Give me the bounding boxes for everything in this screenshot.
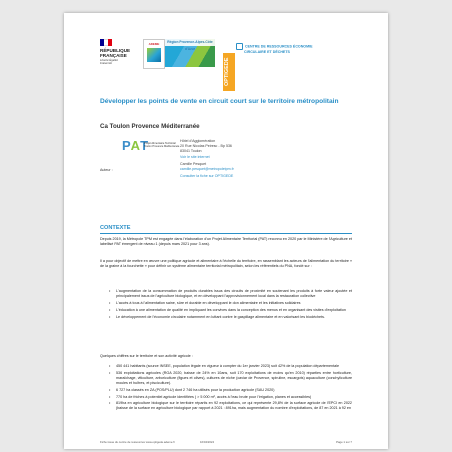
- context-paragraph-2: Il a pour objectif de mettre en œuvre une politique agricole et alimentaire à l'échelle du territoire, en rassemblant les acteurs de l'alimentation du territoire « de la graine à la fourchette » pour définir un système alimentaire territorial métropolitain, selon les référentiels du PNA, fondé sur :: [100, 259, 352, 268]
- ademe-label: ADEME: [148, 42, 160, 46]
- address-line: 20 Rue Nicolas Peiresc - Bp 536: [180, 144, 232, 149]
- devise-label: Liberté Égalité Fraternité: [100, 58, 118, 65]
- republique-francaise-logo: [100, 39, 130, 65]
- pat-logo-mark: PAT: [122, 138, 149, 153]
- list-item: • 6 727 ha classés en ZA (POS/PLU) dont 2 746 ha utilisés pour la production agricole (SAU 2020): [116, 388, 352, 393]
- footer-date: 16/04/2024: [200, 440, 214, 444]
- list-item: • 819ha en agriculture biologique sur le territoire répartis en 92 exploitations, ce qui représente 29,8% de la surface agricole de l'EPCI en 2022 (baisse de la surface en agriculture biologique par rapport à 2021 : 891ha, mais augmentation du nombre d'exploitations, de 87 en 2021 à 92 en: [116, 401, 352, 411]
- page-title: Développer les points de vente en circuit court sur le territoire métropolitain: [100, 98, 339, 105]
- list-item: • 450 441 habitants (source INSEE, population légale en vigueur à compter du 1er janvier 2023) soit 42% de la population départementale: [116, 364, 352, 369]
- list-item: • Le développement de l'économie circulaire notamment en luttant contre le gaspillage alimentaire et en valorisant les biodéchets.: [116, 315, 352, 320]
- context-heading: CONTEXTE: [100, 225, 131, 231]
- list-item: • L'accès à tous à l'alimentation saine, sûre et durable en développant le don alimentaire et les initiatives solidaires: [116, 301, 352, 306]
- figures-list: [108, 364, 352, 413]
- context-divider: [100, 233, 352, 234]
- header-logos: [64, 13, 388, 86]
- list-item: • L'augmentation de la consommation de produits durables issus des circuits de proximité en soutenant les produits à forte valeur ajoutée et principalement issus de l'agriculture biologique, et en développant l'approvisionnement local dans la restauration collective: [116, 289, 352, 299]
- author-address: [180, 139, 234, 179]
- recycle-icon: [236, 43, 243, 50]
- author-name: Ca Toulon Provence Méditerranée: [100, 123, 200, 130]
- ademe-emblem-icon: [147, 48, 161, 62]
- website-link[interactable]: Voir le site internet: [180, 154, 210, 159]
- context-paragraph-1: Depuis 2019, la Métropole TPM est engagée dans l'élaboration d'un Projet Alimentaire Territorial (PAT) reconnu en 2020 par le Ministère de l'Agriculture et labellisé PAT émergent de niveau 1 (depuis mars 2021 pour 3 ans).: [100, 237, 352, 246]
- list-item: • 536 exploitations agricoles (RGA 2020, baisse de 24% en 10ans, soit 170 exploitations de moins qu'en 2010) réparties entre horticulture, maraîchage, viticulture, arboriculture (figues et olives), cultures de niche (caviar de Provence, spiruline, escargots) aquaculture (conchyliculture moules et huîtres, et pisciculture).: [116, 371, 352, 386]
- list-item: • L'éducation à une alimentation de qualité en impliquant les convives dans la conception des menus et en organisant des visites d'exploitation: [116, 308, 352, 313]
- optigede-label: OPTIGEDE: [224, 57, 230, 86]
- context-bullets: [108, 289, 352, 322]
- crc-line1: CENTRE DE RESSOURCES ÉCONOMIE: [245, 44, 313, 49]
- region-logo: [165, 39, 215, 67]
- crc-line2: CIRCULAIRE ET DÉCHETS: [244, 50, 290, 54]
- region-label: Région Provence-Alpes-Côte d'Azur: [165, 39, 215, 46]
- resource-center-label: [236, 43, 313, 55]
- optigede-fiche-link[interactable]: Consulter la fiche sur OPTIGEDE: [180, 174, 234, 179]
- footer-source: Fiche issue du centre de ressources www.optigede.ademe.fr: [100, 440, 175, 444]
- context-paragraph-3: Quelques chiffres sur le territoire et son activité agricole :: [100, 354, 193, 358]
- contact-name: Camille Pesquet: [180, 161, 207, 166]
- author-label: Auteur :: [100, 168, 113, 172]
- ademe-logo: [143, 39, 165, 69]
- republique-label: RÉPUBLIQUE FRANÇAISE: [100, 48, 131, 58]
- optigede-logo: [223, 53, 235, 91]
- document-page: [64, 13, 388, 449]
- address-line: 83041 Toulon: [180, 149, 202, 154]
- flag-icon: [100, 39, 112, 46]
- address-line: Hôtel d'Agglomération: [180, 139, 216, 143]
- footer-page-number: Page 1 sur 7: [336, 440, 352, 444]
- pat-logo: [122, 139, 180, 161]
- list-item: • 770 ha de friches à potentiel agricole identifiées ( > 5 000 m², accès à l'eau brute pour l'irrigation, planes et accessibles): [116, 395, 352, 400]
- email-link[interactable]: camille.pesquet@metropoletpm.fr: [180, 167, 234, 172]
- pat-logo-subtitle: Projet Alimentaire Territorial Toulon Provence Méditerranée: [144, 142, 180, 149]
